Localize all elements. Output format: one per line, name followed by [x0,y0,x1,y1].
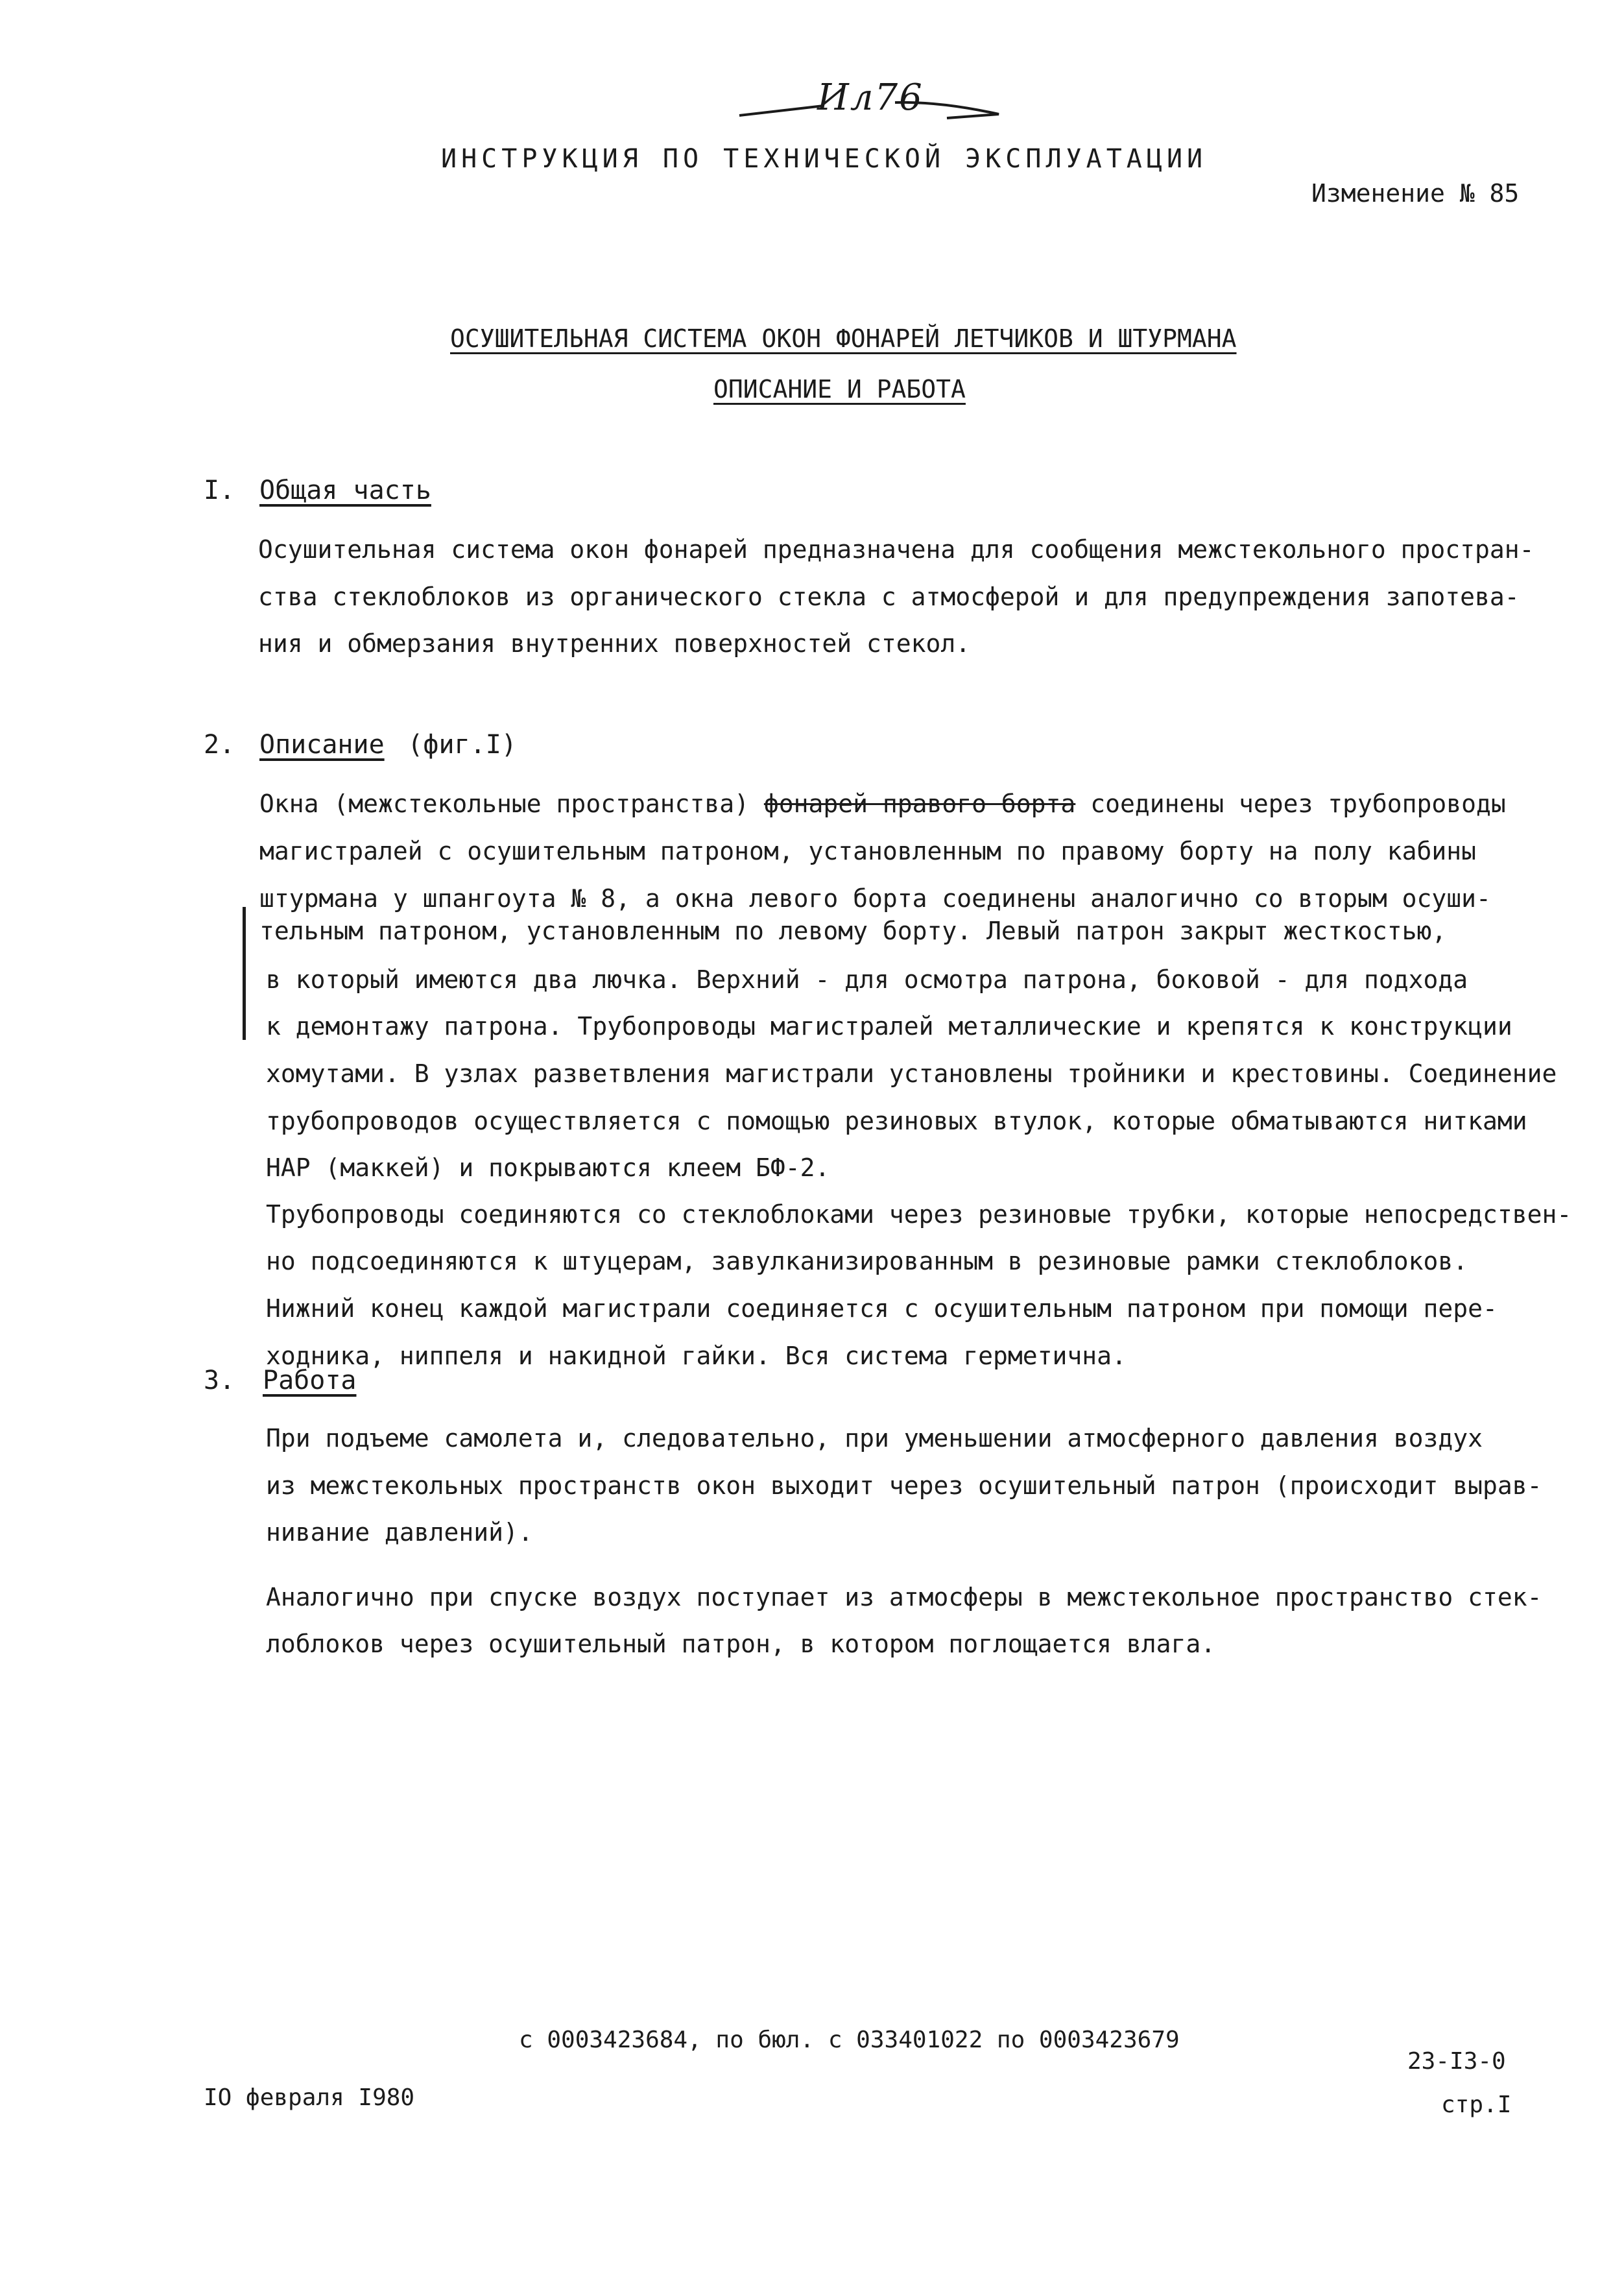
margin-change-bar [243,907,246,1040]
section-1-title: Общая часть [259,476,431,505]
section-2-line-4: тельным патроном, установленным по левому борту. Левый патрон закрыт жесткостью, [259,917,1447,945]
section-2-line-9: НАР (маккей) и покрываются клеем БФ-2. [266,1153,830,1182]
section-3-line-4: Аналогично при спуске воздух поступает из атмосферы в межстекольное пространство стек- [266,1583,1542,1611]
section-2-title: Описание [259,730,385,760]
section-2-line-6: к демонтажу патрона. Трубопроводы магистралей металлические и крепятся к конструкции [266,1012,1512,1041]
section-3-line-1: При подъеме самолета и, следовательно, при уменьшении атмосферного давления воздух [266,1424,1483,1453]
section-2-line-5: в который имеются два лючка. Верхний - для осмотра патрона, боковой - для подхода [266,965,1468,994]
section-3-number: 3. [204,1366,235,1395]
section-2-line-2: магистралей с осушительным патроном, установленным по правому борту на полу кабины [259,837,1476,865]
section-3-line-3: нивание давлений). [266,1518,533,1547]
section-2-number: 2. [204,730,235,760]
section-3-title: Работа [263,1366,357,1395]
section-3-line-2: из межстекольных пространств окон выходит через осушительный патрон (происходит вырав- [266,1471,1542,1500]
footer-date: IO февраля I980 [204,2084,415,2111]
section-2-line-1-start: Окна (межстекольные пространства) [259,790,749,818]
section-2-line-10: Трубопроводы соединяются со стеклоблоками через резиновые трубки, которые непосредствен- [266,1200,1572,1229]
handwritten-mark-text: Ил76 [817,77,924,119]
change-number: Изменение № 85 [1311,179,1520,208]
footer-serials: с 0003423684, по бюл. с 033401022 по 0003423679 [519,2027,1180,2053]
section-2-figure-ref: (фиг.I) [407,730,517,760]
section-2-line-13: ходника, ниппеля и накидной гайки. Вся система герметична. [266,1342,1127,1370]
section-2-line-1-end: соединены через трубопроводы [1090,790,1506,818]
section-2-line-3: штурмана у шпангоута № 8, а окна левого борта соединены аналогично со вторым осуши- [259,884,1491,913]
doc-title-line2: ОПИСАНИЕ И РАБОТА [713,375,966,404]
section-2-line-1 [259,790,1506,818]
section-3-line-5: лоблоков через осушительный патрон, в котором поглощается влага. [266,1630,1216,1658]
section-2-line-7: хомутами. В узлах разветвления магистрали установлены тройники и крестовины. Соединение [266,1059,1557,1088]
handwritten-mark [726,77,1012,128]
section-1-line-2: ства стеклоблоков из органического стекла с атмосферой и для предупреждения запотева- [258,583,1520,611]
section-2-line-8: трубопроводов осуществляется с помощью резиновых втулок, которые обматываются нитками [266,1107,1527,1135]
section-1-number: I. [204,476,235,505]
footer-doc-code: 23-I3-0 [1407,2048,1506,2075]
footer-page-number: стр.I [1441,2092,1512,2118]
doc-title-line1: ОСУШИТЕЛЬНАЯ СИСТЕМА ОКОН ФОНАРЕЙ ЛЕТЧИКОВ И ШТУРМАНА [450,324,1237,353]
section-2-heading [259,730,517,760]
header-title: ИНСТРУКЦИЯ ПО ТЕХНИЧЕСКОЙ ЭКСПЛУАТАЦИИ [441,144,1208,174]
section-1-line-3: ния и обмерзания внутренних поверхностей стекол. [258,629,971,658]
section-2-line-11: но подсоединяются к штуцерам, завулканизированным в резиновые рамки стеклоблоков. [266,1247,1468,1275]
section-1-line-1: Осушительная система окон фонарей предназначена для сообщения межстекольного простран- [258,535,1534,564]
section-2-line-12: Нижний конец каждой магистрали соединяется с осушительным патроном при помощи пере- [266,1294,1498,1323]
struck-text: фонарей правого борта [763,790,1076,818]
